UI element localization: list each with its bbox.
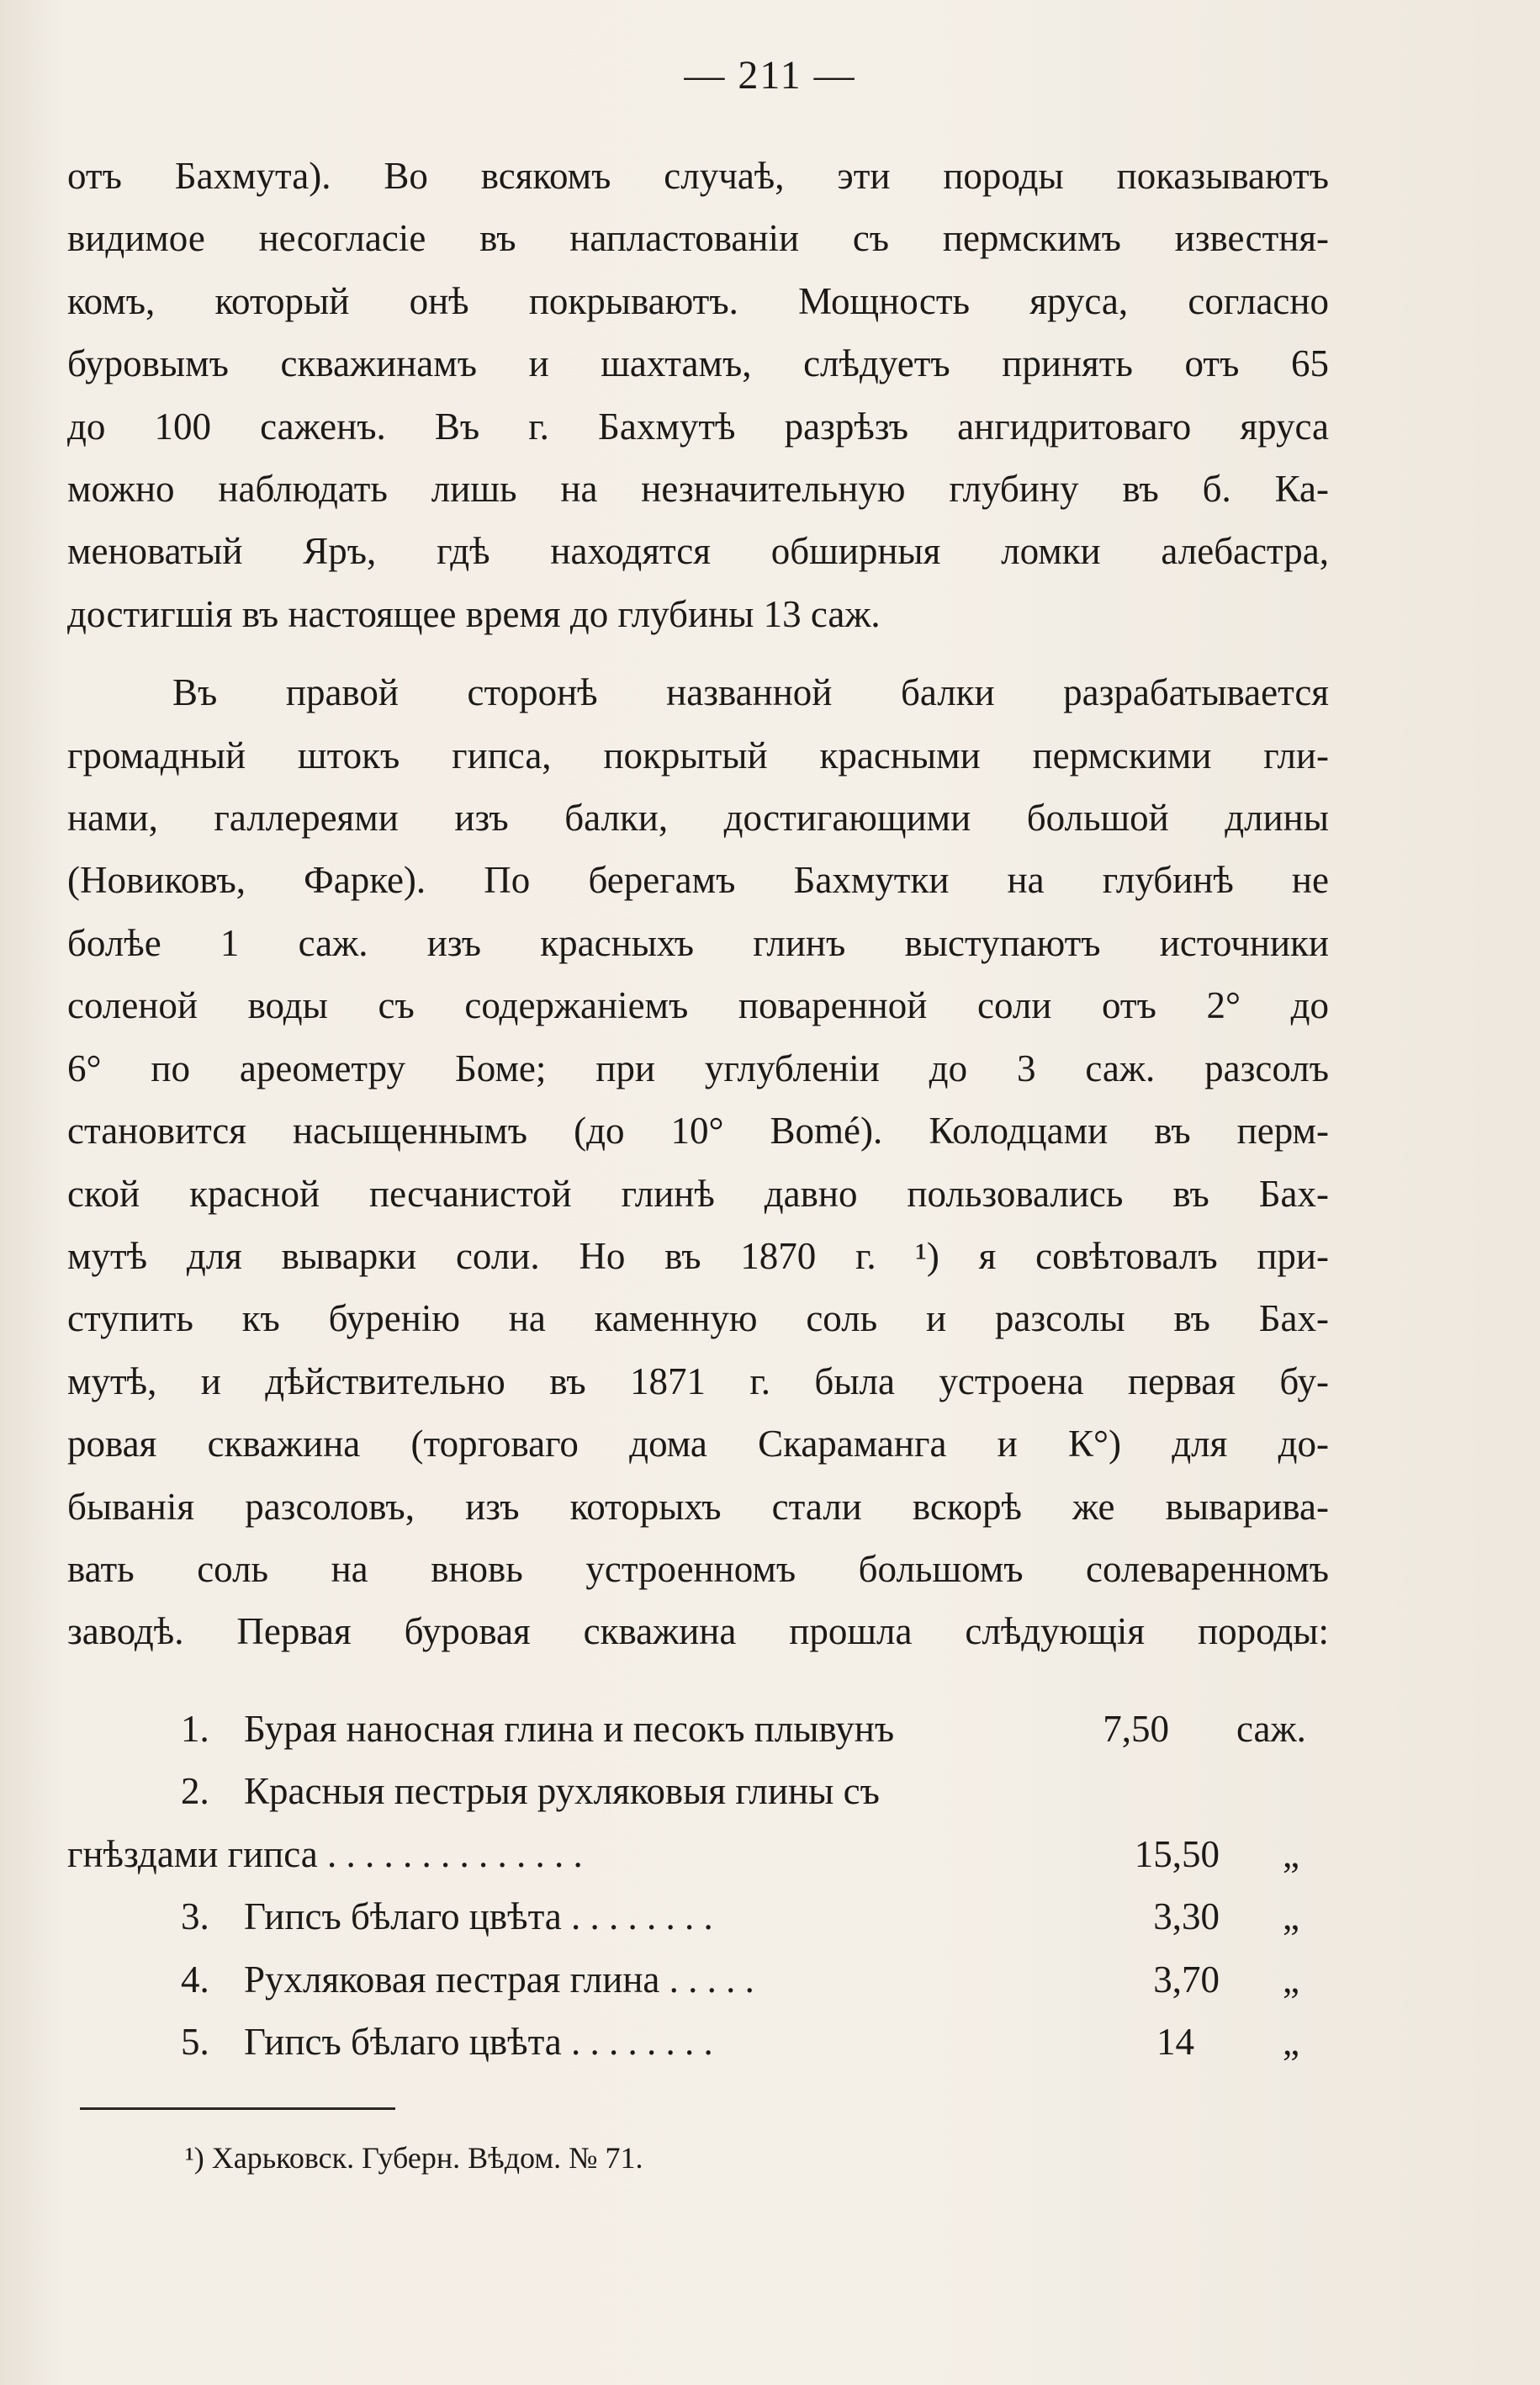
item-number: 3. (181, 1895, 209, 1938)
footnote: ¹) Харьковск. Губерн. Вѣдом. № 71. (185, 2141, 643, 2175)
body-text (67, 145, 1329, 1663)
text-line: можно наблюдать лишь на незначительную глубину въ б. Ка- (67, 468, 1329, 511)
item-unit: „ (1283, 1958, 1299, 2001)
item-unit: „ (1283, 1832, 1299, 1875)
text-line: становится насыщеннымъ (до 10° Bomé). Колодцами въ перм- (67, 1110, 1329, 1153)
list-item (67, 1885, 1329, 1948)
paragraph-1 (67, 145, 1329, 645)
paragraph-2 (67, 661, 1329, 1663)
text-line: быванія разсоловъ, изъ которыхъ стали вскорѣ же выварива- (67, 1485, 1329, 1528)
item-value: 3,70 (1153, 1958, 1220, 2001)
item-text: Гипсъ бѣлаго цвѣта . . . . . . . . (244, 1895, 713, 1938)
item-number: 1. (181, 1708, 209, 1750)
text-line: ровая скважина (торговаго дома Скараманга и К°) для до- (67, 1423, 1329, 1465)
text-line: отъ Бахмута). Во всякомъ случаѣ, эти породы показываютъ (67, 155, 1329, 197)
item-number: 2. (181, 1770, 209, 1813)
item-text: гнѣздами гипса . . . . . . . . . . . . . . (67, 1832, 583, 1875)
item-text: Бурая наносная глина и песокъ плывунъ (244, 1708, 895, 1750)
text-line: мутѣ для выварки соли. Но въ 1870 г. ¹) я совѣтовалъ при- (67, 1234, 1329, 1277)
item-number: 4. (181, 1958, 209, 2001)
text-line: нами, галлереями изъ балки, достигающими большой длины (67, 797, 1329, 840)
text-line: видимое несогласіе въ напластованіи съ пермскимъ известня- (67, 217, 1329, 260)
list-item (67, 1760, 1329, 1822)
page-number: — 211 — (684, 53, 856, 98)
text-line: Въ правой сторонѣ названной балки разрабатывается (172, 671, 1329, 714)
item-unit: „ (1283, 1895, 1299, 1938)
text-line: (Новиковъ, Фарке). По берегамъ Бахмутки на глубинѣ не (67, 859, 1329, 902)
text-line: ской красной песчанистой глинѣ давно пользовались въ Бах- (67, 1172, 1329, 1215)
text-line: заводѣ. Первая буровая скважина прошла слѣдующія породы: (67, 1610, 1329, 1653)
text-line: до 100 саженъ. Въ г. Бахмутѣ разрѣзъ ангидритоваго яруса (67, 405, 1329, 448)
text-line: 6° по ареометру Боме; при углубленіи до 3 саж. разсолъ (67, 1047, 1329, 1089)
text-line: соленой воды съ содержаніемъ поваренной соли отъ 2° до (67, 984, 1329, 1027)
text-line: вать соль на вновь устроенномъ большомъ солеваренномъ (67, 1547, 1329, 1590)
strata-list (67, 1698, 1329, 2073)
text-line: меноватый Яръ, гдѣ находятся обширныя ломки алебастра, (67, 530, 1329, 573)
text-line: достигшія въ настоящее время до глубины 13 саж. (67, 592, 881, 635)
footnote-divider (80, 2107, 395, 2110)
item-value: 15,50 (1134, 1832, 1220, 1875)
item-value: 7,50 (1103, 1708, 1169, 1750)
item-text: Гипсъ бѣлаго цвѣта . . . . . . . . (244, 2020, 713, 2063)
text-line: мутѣ, и дѣйствительно въ 1871 г. была устроена первая бу- (67, 1359, 1329, 1402)
text-line: комъ, который онѣ покрываютъ. Мощность яруса, согласно (67, 279, 1329, 322)
list-item (67, 2011, 1329, 2073)
text-line: ступить къ буренію на каменную соль и разсолы въ Бах- (67, 1297, 1329, 1340)
item-text: Красныя пестрыя рухляковыя глины съ (244, 1770, 880, 1813)
item-unit: „ (1283, 2020, 1299, 2063)
item-unit: саж. (1236, 1708, 1306, 1750)
item-text: Рухляковая пестрая глина . . . . . (244, 1958, 754, 2001)
list-item (67, 1948, 1329, 2011)
item-number: 5. (181, 2020, 209, 2063)
list-item-continuation (67, 1823, 1329, 1885)
item-value: 3,30 (1153, 1895, 1220, 1938)
text-line: болѣе 1 саж. изъ красныхъ глинъ выступаютъ источники (67, 921, 1329, 964)
list-item (67, 1698, 1329, 1760)
text-line: буровымъ скважинамъ и шахтамъ, слѣдуетъ принять отъ 65 (67, 342, 1329, 385)
text-line: громадный штокъ гипса, покрытый красными пермскими гли- (67, 734, 1329, 776)
item-value: 14 (1156, 2020, 1194, 2063)
